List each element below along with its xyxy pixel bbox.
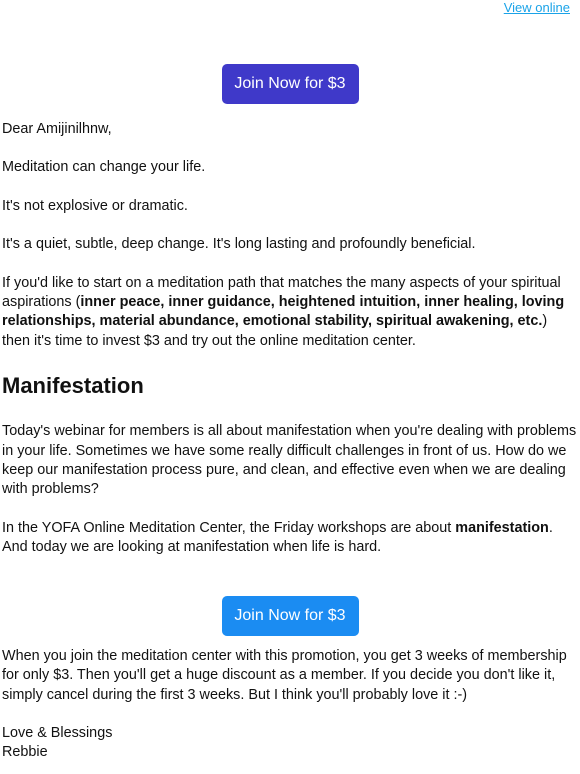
closing-paragraph: When you join the meditation center with this promotion, you get 3 weeks of membership for only $3. Then you'll get a huge discount as a member. If you decide you don't like it, simply cancel during the first 3 weeks. But I think you'll probably love it :-) xyxy=(2,647,567,703)
sender-name: Rebbie xyxy=(2,744,48,761)
closing-section xyxy=(0,647,580,763)
manifestation-paragraph-2-bold: manifestation xyxy=(455,519,549,536)
join-now-button-bottom[interactable]: Join Now for $3 xyxy=(222,596,359,636)
greeting: Dear Amijinilhnw, xyxy=(2,121,112,137)
header-bar xyxy=(0,0,580,16)
intro-paragraph-4-start: If you'd like to start on a meditation path that matches the many aspects of your spiritual aspirations ( xyxy=(2,274,561,311)
top-cta-container xyxy=(0,64,580,104)
intro-paragraph-2: It's not explosive or dramatic. xyxy=(2,197,188,214)
intro-paragraph-4-end: ) then it's time to invest $3 and try out the online meditation center. xyxy=(2,313,548,349)
intro-paragraph-4 xyxy=(2,274,578,352)
intro-section xyxy=(0,120,580,351)
intro-paragraph-1: Meditation can change your life. xyxy=(2,159,206,176)
join-now-button-top[interactable]: Join Now for $3 xyxy=(222,64,359,104)
intro-paragraph-4-bold: inner peace, inner guidance, heightened intuition, inner healing, loving relationships, material abundance, emotional stability, spiritual awakening, etc. xyxy=(2,294,565,330)
intro-paragraph-3: It's a quiet, subtle, deep change. It's long lasting and profoundly beneficial. xyxy=(2,236,476,253)
manifestation-section xyxy=(0,422,580,557)
manifestation-paragraph-2-start: In the YOFA Online Meditation Center, the Friday workshops are about xyxy=(2,519,456,536)
manifestation-paragraph-2 xyxy=(2,519,578,558)
section-heading: Manifestation xyxy=(2,373,144,399)
bottom-cta-container xyxy=(0,596,580,636)
manifestation-paragraph-2-end: . And today we are looking at manifestation when life is hard. xyxy=(2,519,553,556)
manifestation-paragraph-1: Today's webinar for members is all about manifestation when you're dealing with problems in your life. Sometimes we have some really difficult challenges in front of us. How do we keep our manifestation process pure, and clean, and effective even when we are dealing with problems? xyxy=(2,423,577,498)
signoff: Love & Blessings xyxy=(2,724,113,741)
view-online-link[interactable]: View online xyxy=(503,0,570,15)
